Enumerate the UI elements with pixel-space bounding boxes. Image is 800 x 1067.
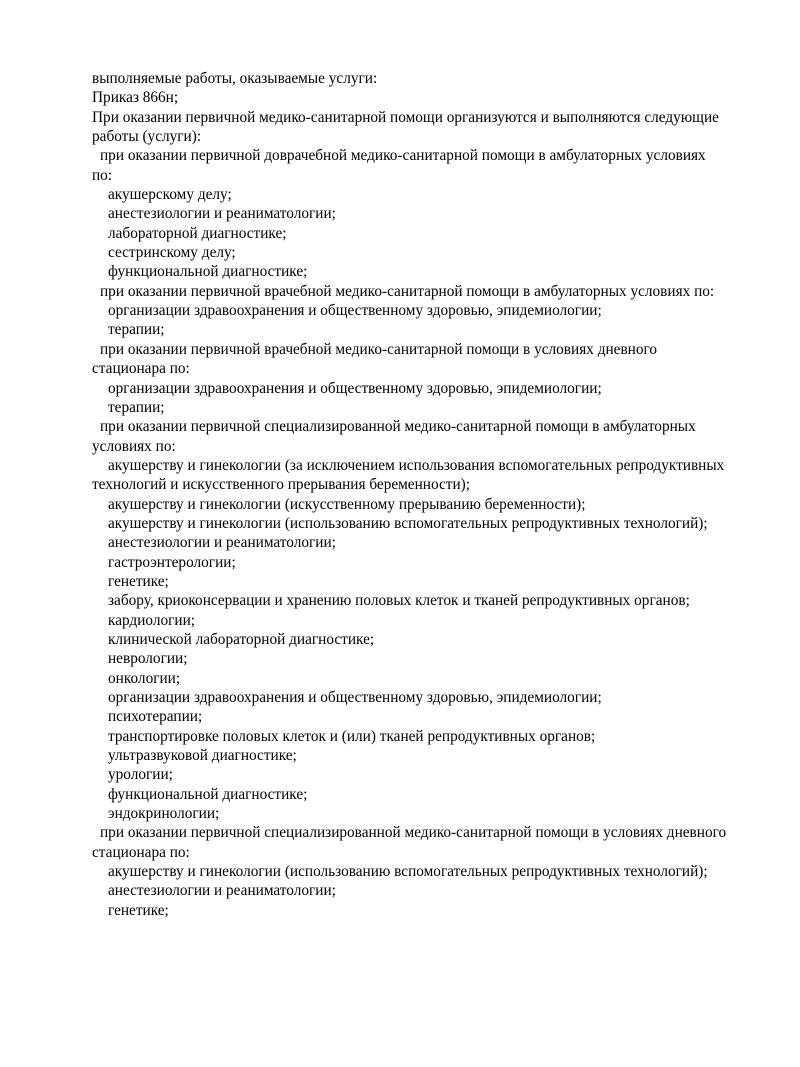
document-line: терапии;	[108, 321, 165, 339]
document-line: стационара по:	[92, 360, 190, 378]
document-line: урологии;	[108, 766, 173, 784]
document-line: анестезиологии и реаниматологии;	[108, 882, 336, 900]
document-line: при оказании первичной доврачебной медико-санитарной помощи в амбулаторных условиях	[100, 147, 706, 165]
document-line: неврологии;	[108, 650, 188, 668]
document-line: условиях по:	[92, 437, 176, 455]
document-line: при оказании первичной специализированной медико-санитарной помощи в амбулаторных	[100, 418, 696, 436]
document-line: акушерству и гинекологии (искусственному прерыванию беременности);	[108, 495, 586, 513]
document-line: генетике;	[108, 901, 169, 919]
document-line: лабораторной диагностике;	[108, 224, 287, 242]
document-line: анестезиологии и реаниматологии;	[108, 205, 336, 223]
document-line: генетике;	[108, 572, 169, 590]
document-line: сестринскому делу;	[108, 244, 236, 262]
document-line: акушерству и гинекологии (за исключением использования вспомогательных репродуктивных	[108, 456, 725, 474]
document-line: при оказании первичной врачебной медико-санитарной помощи в условиях дневного	[100, 340, 658, 358]
document-line: функциональной диагностике;	[108, 785, 308, 803]
document-line: клинической лабораторной диагностике;	[108, 630, 375, 648]
document-line: организации здравоохранения и общественному здоровью, эпидемиологии;	[108, 379, 602, 397]
document-line: гастроэнтерологии;	[108, 553, 236, 571]
document-line: стационара по:	[92, 843, 190, 861]
document-line: ультразвуковой диагностике;	[108, 747, 297, 765]
document-line: акушерскому делу;	[108, 186, 232, 204]
document-line: Приказ 866н;	[92, 89, 179, 107]
document-line: выполняемые работы, оказываемые услуги:	[92, 70, 378, 87]
document-line: психотерапии;	[108, 708, 203, 726]
document-line: терапии;	[108, 398, 165, 416]
document-line: при оказании первичной врачебной медико-санитарной помощи в амбулаторных условиях по:	[100, 282, 715, 300]
document-line: организации здравоохранения и общественному здоровью, эпидемиологии;	[108, 689, 602, 706]
document-line: транспортировке половых клеток и (или) тканей репродуктивных органов;	[108, 727, 596, 745]
document-line: технологий и искусственного прерывания беременности);	[92, 476, 471, 494]
document-line: анестезиологии и реаниматологии;	[108, 534, 336, 552]
document-line: работы (услуги):	[92, 128, 202, 146]
document-body	[92, 69, 772, 920]
document-line: эндокринологии;	[108, 805, 220, 823]
document-line: акушерству и гинекологии (использованию вспомогательных репродуктивных технологий);	[108, 514, 708, 532]
document-line: При оказании первичной медико-санитарной помощи организуются и выполняются следующие	[92, 108, 719, 126]
document-line: кардиологии;	[108, 611, 196, 629]
document-line: по:	[92, 166, 113, 184]
document-page	[92, 69, 772, 920]
document-line: забору, криоконсервации и хранению половых клеток и тканей репродуктивных органов;	[108, 592, 690, 610]
document-line: онкологии;	[108, 669, 181, 687]
document-line: при оказании первичной специализированной медико-санитарной помощи в условиях дневного	[100, 824, 727, 842]
document-line: организации здравоохранения и общественному здоровью, эпидемиологии;	[108, 302, 602, 320]
document-line: функциональной диагностике;	[108, 263, 308, 281]
document-line: акушерству и гинекологии (использованию вспомогательных репродуктивных технологий);	[108, 863, 708, 881]
